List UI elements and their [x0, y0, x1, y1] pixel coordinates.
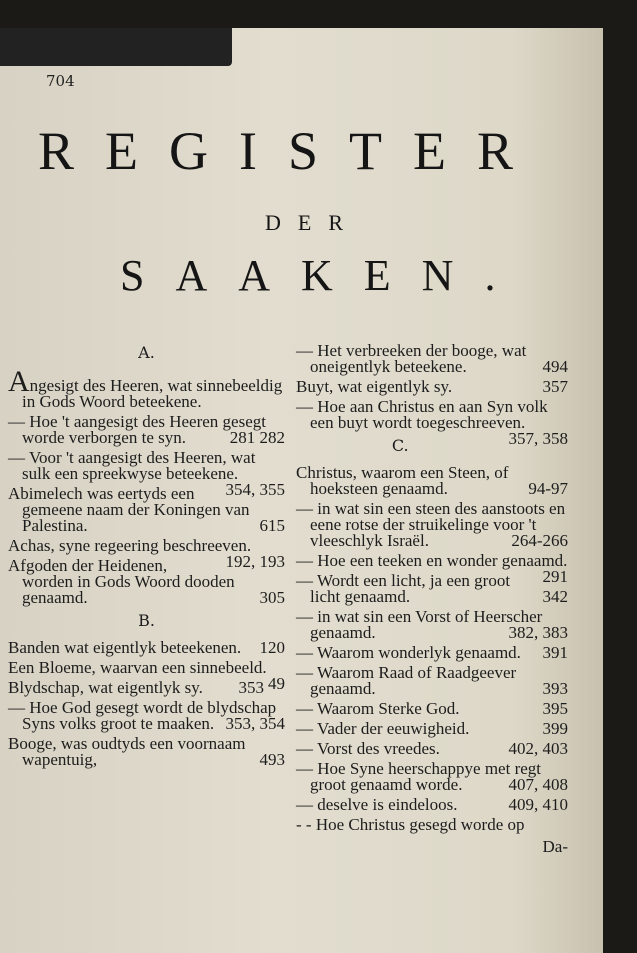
index-entry: Blydschap, wat eigentlyk sy. 353: [8, 678, 264, 697]
dark-corner: [0, 28, 232, 66]
index-entry: — Hoe Syne heerschappye met regt groot genaamd worde. 407, 408: [296, 759, 568, 794]
index-entry: — Wordt een licht, ja een groot licht genaamd. 342: [296, 571, 568, 606]
index-entry: — deselve is eindeloos. 409, 410: [296, 795, 568, 814]
left-column: [8, 340, 285, 772]
section-heading-b: B.: [138, 611, 155, 630]
index-entry: Een Bloeme, waarvan een sinnebeeld. 49: [8, 658, 285, 693]
index-entry: — Het verbreeken der booge, wat oneigentlyk beteekene. 494: [296, 341, 568, 376]
index-entry: — Vorst des vreedes. 402, 403: [296, 739, 568, 758]
index-entry: Achas, syne regeering beschreeven. 192, 193: [8, 536, 285, 571]
index-entry: — Waarom Raad of Raadgeever genaamd. 393: [296, 663, 568, 698]
book-page: [0, 28, 603, 953]
index-entry: — Hoe God gesegt wordt de blydschap Syns volks groot te maaken. 353, 354: [8, 698, 285, 733]
index-entry: Booge, was oudtyds een voornaam wapentuig, 493: [8, 734, 285, 769]
title-der: DER: [265, 210, 360, 235]
index-entry: — in wat sin een Vorst of Heerscher genaamd. 382, 383: [296, 607, 568, 642]
index-entry: — Hoe een teeken en wonder genaamd. 291: [296, 551, 568, 586]
index-entry: Banden wat eigentlyk beteekenen. 120: [8, 638, 285, 657]
index-entry: Abimelech was eertyds een gemeene naam der Koningen van Palestina. 615: [8, 484, 285, 535]
index-entry: Afgoden der Heidenen, worden in Gods Woord dooden genaamd. 305: [8, 556, 285, 607]
index-entry: — Waarom Sterke God. 395: [296, 699, 568, 718]
index-entry: Buyt, wat eigentlyk sy. 357: [296, 377, 568, 396]
index-entry: - - Hoe Christus gesegd worde op: [296, 815, 525, 834]
drop-cap: A: [8, 365, 30, 398]
title-register: REGISTER: [38, 121, 545, 181]
index-entry: — Hoe 't aangesigt des Heeren gesegt worde verborgen te syn. 281 282: [8, 412, 285, 447]
section-heading-a: A.: [138, 343, 155, 362]
index-entry: — Hoe aan Christus en aan Syn volk een buyt wordt toegeschreeven. 357, 358: [296, 397, 568, 448]
index-entry: — Waarom wonderlyk genaamd. 391: [296, 643, 568, 662]
index-entry: — Vader der eeuwigheid. 399: [296, 719, 568, 738]
index-entry: — in wat sin een steen des aanstoots en eene rotse der struikelinge voor 't vleeschlyk Israël. 264-266: [296, 499, 568, 550]
section-heading-c: C.: [391, 436, 409, 455]
index-entry: — Voor 't aangesigt des Heeren, wat sulk een spreekwyse beteekene. 354, 355: [8, 448, 285, 499]
right-column: [296, 343, 568, 857]
title-saaken: SAAKEN.: [120, 251, 527, 300]
page-number: 704: [46, 72, 75, 90]
index-entry: Christus, waarom een Steen, of hoeksteen genaamd. 94-97: [296, 463, 568, 498]
index-entry: Angesigt des Heeren, wat sinnebeeldig in Gods Woord beteekene.: [8, 365, 283, 411]
catchword: Da-: [542, 837, 568, 856]
